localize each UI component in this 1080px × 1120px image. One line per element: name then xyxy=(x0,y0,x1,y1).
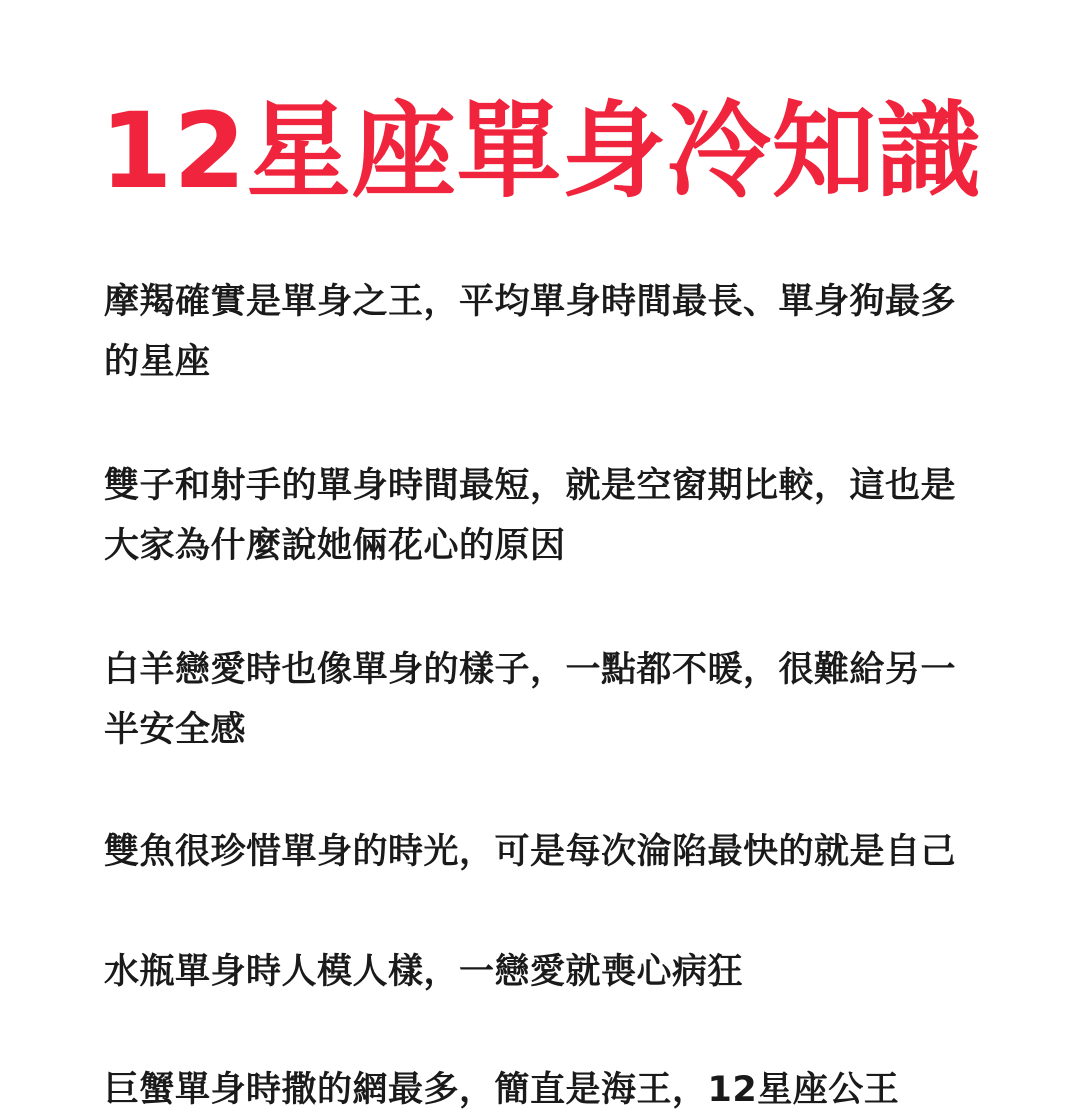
paragraph-cancer-partial: 巨蟹單身時撒的網最多，簡直是海王，12星座公王 xyxy=(104,1070,900,1110)
paragraph-aries: 白羊戀愛時也像單身的樣子，一點都不暖，很難給另一半安全感 xyxy=(104,650,957,750)
paragraph-aquarius: 水瓶單身時人模人樣，一戀愛就喪心病狂 xyxy=(104,952,744,992)
paragraph-capricorn: 摩羯確實是單身之王，平均單身時間最長、單身狗最多的星座 xyxy=(104,282,957,382)
paragraph-gemini-sagittarius: 雙子和射手的單身時間最短，就是空窗期比較，這也是大家為什麼說她倆花心的原因 xyxy=(104,466,957,566)
page-title: 12星座單身冷知識 xyxy=(100,90,982,212)
paragraph-pisces: 雙魚很珍惜單身的時光，可是每次淪陷最快的就是自己 xyxy=(104,832,957,872)
